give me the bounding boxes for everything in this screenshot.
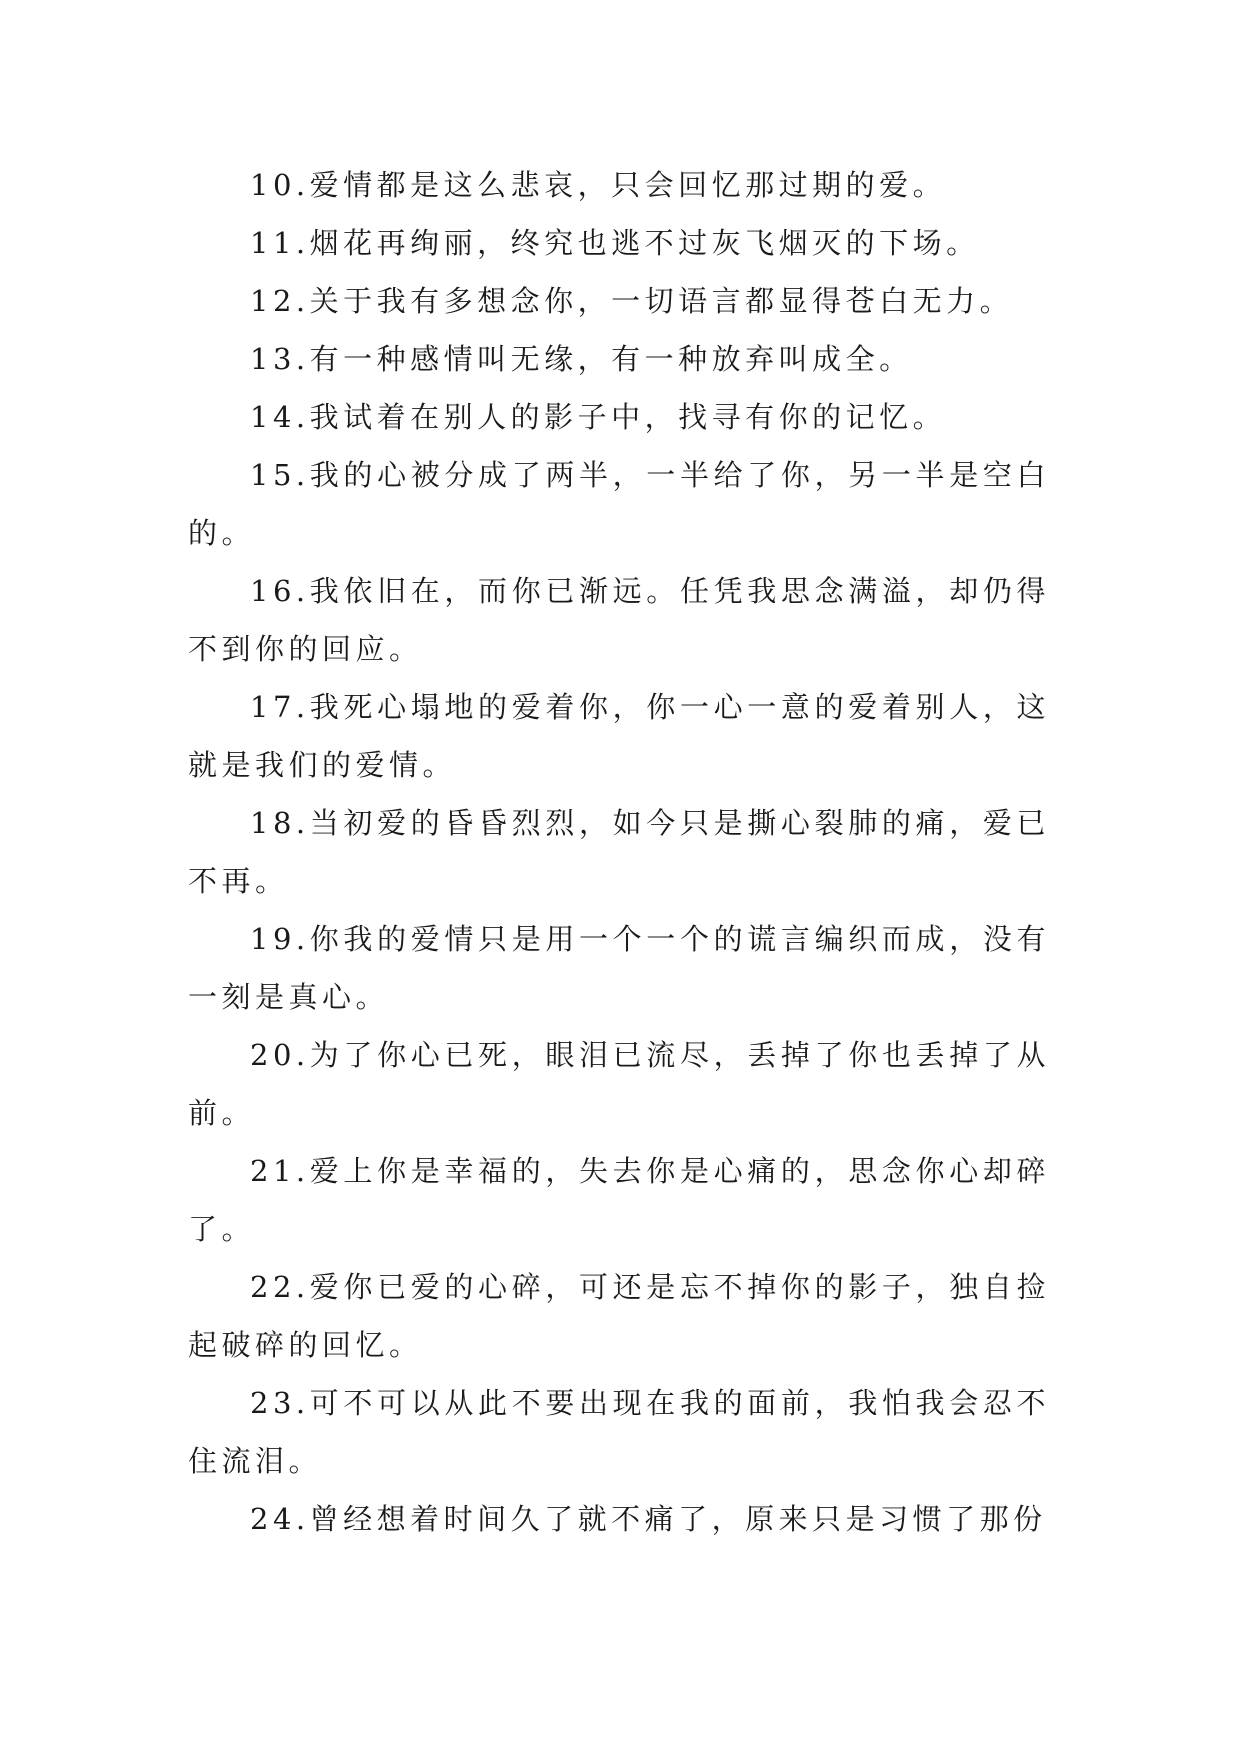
paragraph-22: 22.爱你已爱的心碎，可还是忘不掉你的影子，独自捡起破碎的回忆。: [188, 1270, 1050, 1362]
paragraph-20: 20.为了你心已死，眼泪已流尽，丢掉了你也丢掉了从前。: [188, 1038, 1050, 1130]
paragraph-19: 19.你我的爱情只是用一个一个的谎言编织而成，没有一刻是真心。: [188, 922, 1050, 1014]
paragraph-17: 17.我死心塌地的爱着你，你一心一意的爱着别人，这就是我们的爱情。: [188, 690, 1050, 782]
paragraph-24: 24.曾经想着时间久了就不痛了，原来只是习惯了那份: [250, 1502, 1047, 1536]
paragraph-21: 21.爱上你是幸福的，失去你是心痛的，思念你心却碎了。: [188, 1154, 1050, 1246]
paragraph-18: 18.当初爱的昏昏烈烈，如今只是撕心裂肺的痛，爱已不再。: [188, 806, 1050, 898]
paragraph-23: 23.可不可以从此不要出现在我的面前，我怕我会忍不住流泪。: [188, 1386, 1050, 1478]
document-body: [188, 156, 1050, 1548]
paragraph-14: 14.我试着在别人的影子中，找寻有你的记忆。: [250, 400, 947, 434]
paragraph-15: 15.我的心被分成了两半，一半给了你，另一半是空白的。: [188, 458, 1050, 550]
paragraph-13: 13.有一种感情叫无缘，有一种放弃叫成全。: [250, 342, 913, 376]
paragraph-11: 11.烟花再绚丽，终究也逃不过灰飞烟灭的下场。: [250, 226, 980, 260]
paragraph-12: 12.关于我有多想念你，一切语言都显得苍白无力。: [250, 284, 1014, 318]
paragraph-16: 16.我依旧在，而你已渐远。任凭我思念满溢，却仍得不到你的回应。: [188, 574, 1050, 666]
paragraph-10: 10.爱情都是这么悲哀，只会回忆那过期的爱。: [250, 168, 947, 202]
